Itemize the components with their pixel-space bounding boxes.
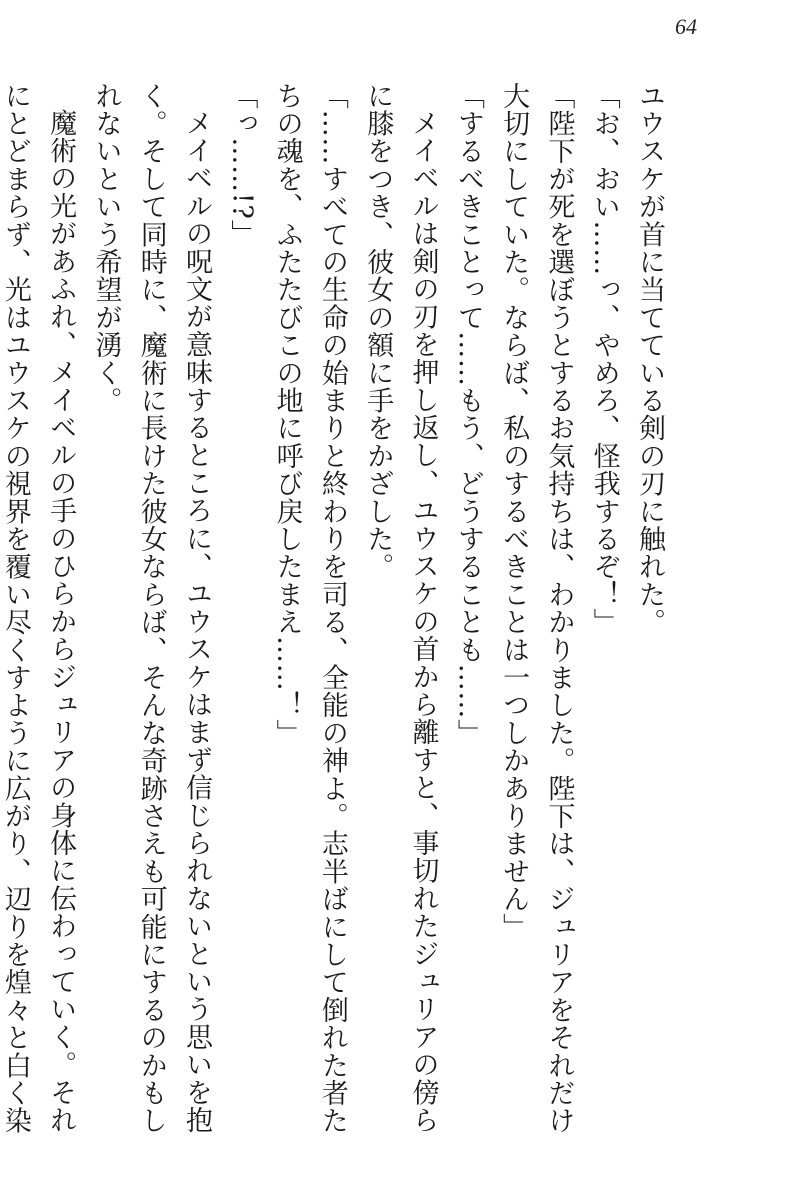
dialogue-line: ちの魂を、ふたたびこの地に呼び戻したまえ……！」: [271, 82, 303, 747]
page-number: 64: [675, 14, 697, 39]
text-line: メイベルは剣の刃を押し返し、ユウスケの首から離すと、事切れたジュリアの傍ら: [407, 109, 439, 1134]
text-line: れないという希望が湧く。: [90, 82, 122, 415]
text-line: にとどまらず、光はユウスケの視界を覆い尽くすように広がり、辺りを煌々と白く染: [0, 82, 31, 1135]
novel-body-text: [0, 82, 672, 1162]
text-line: 魔術の光があふれ、メイベルの手のひらからジュリアの身体に伝わっていく。それ: [45, 109, 77, 1134]
dialogue-line: 「……すべての生命の始まりと終わりを司る、全能の神よ。志半ばにして倒れた者た: [316, 82, 348, 1135]
text-line: く。そして同時に、魔術に長けた彼女ならば、そんな奇跡さえも可能にするのかもし: [135, 82, 167, 1135]
dialogue-line: 大切にしていた。ならば、私のするべきことは一つしかありません」: [498, 82, 530, 941]
text-line: に膝をつき、彼女の額に手をかざした。: [362, 82, 394, 581]
text-line: ユウスケが首に当てている剣の刃に触れた。: [634, 82, 665, 636]
dialogue-line: 「するべきことって……もう、どうすることも……」: [452, 82, 484, 747]
dialogue-line: 「っ……!?」: [226, 82, 258, 248]
dialogue-line: 「陛下が死を選ぼうとするお気持ちは、わかりました。陛下は、ジュリアをそれだけ: [543, 82, 575, 1135]
text-line: メイベルの呪文が意味するところに、ユウスケはまず信じられないという思いを抱: [181, 109, 213, 1134]
dialogue-line: 「お、おい……っ、やめろ、怪我するぞ！」: [588, 82, 620, 636]
